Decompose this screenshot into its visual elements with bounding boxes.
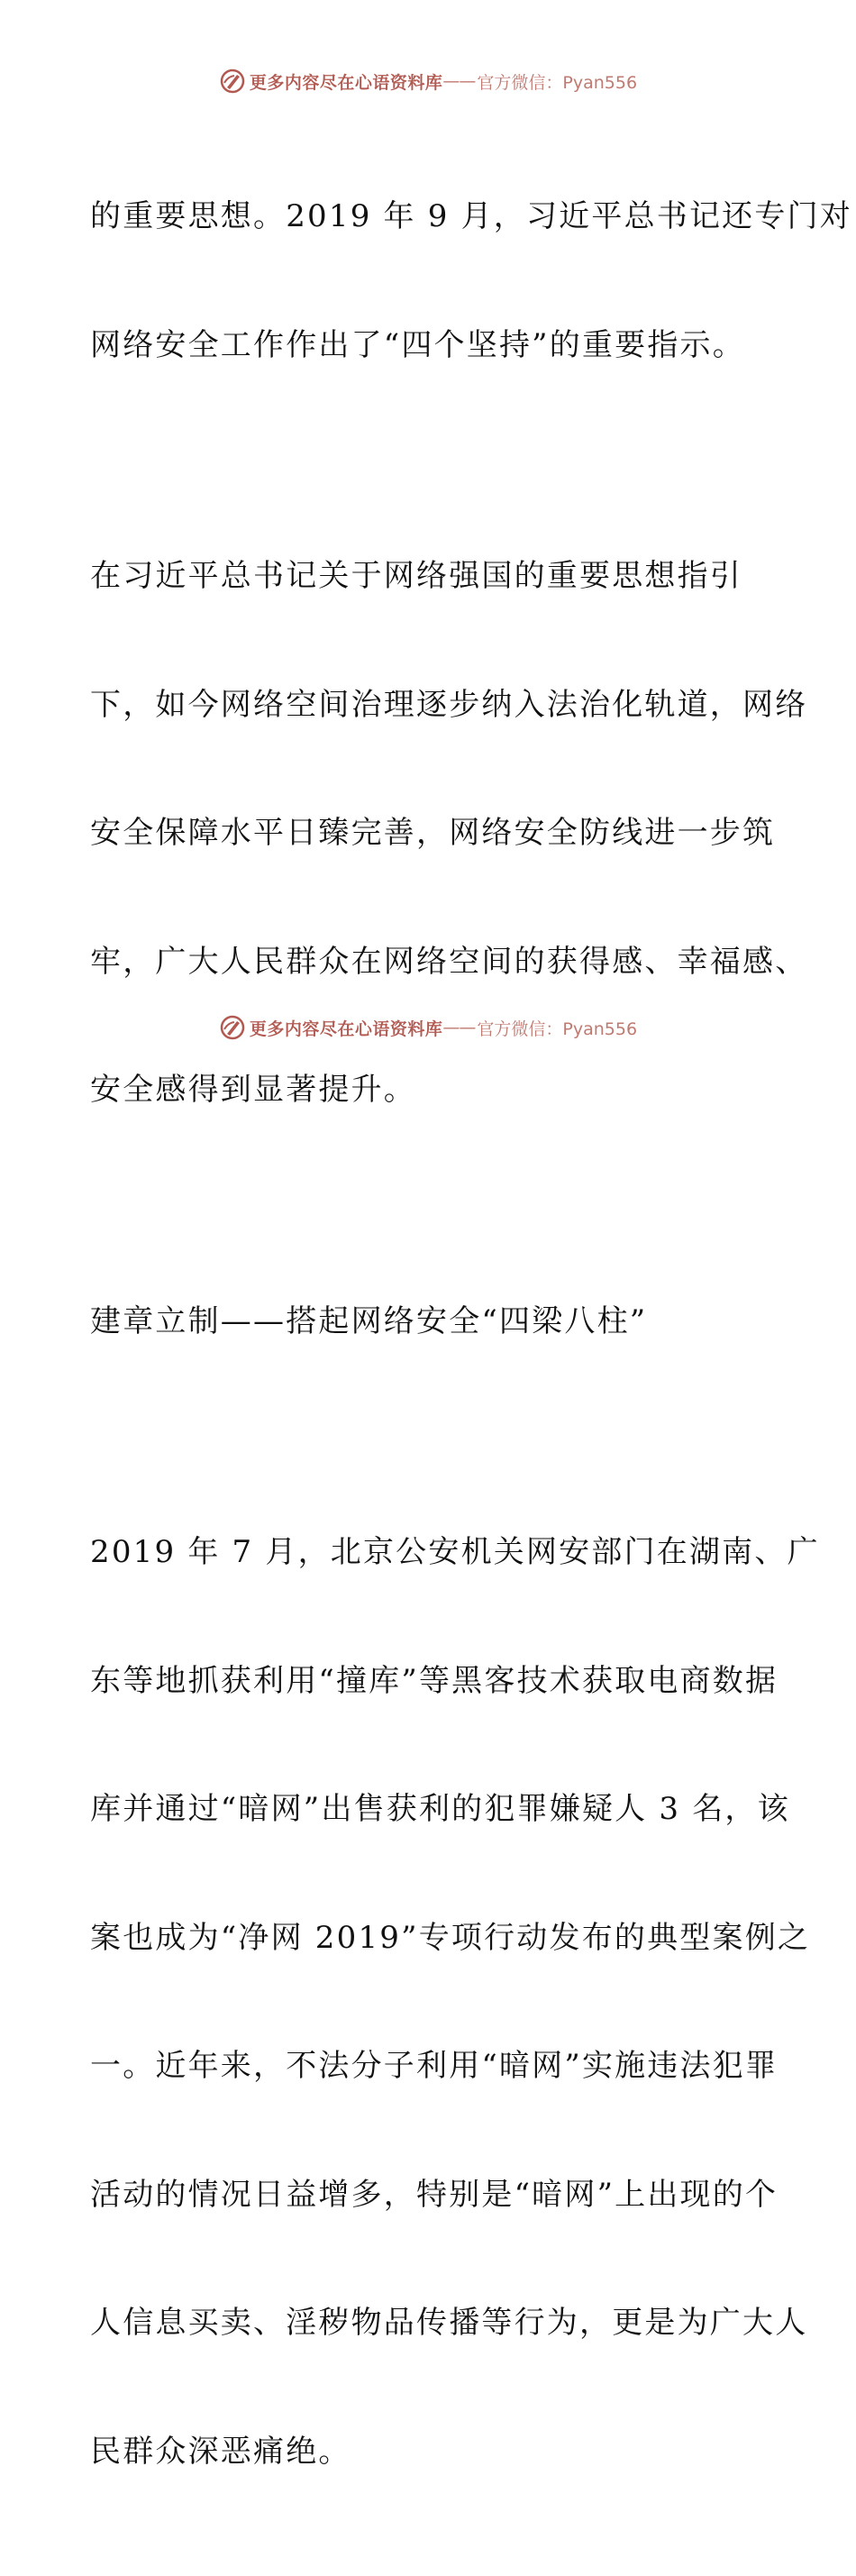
text-line: 库并通过“暗网”出售获利的犯罪嫌疑人 3 名，该 (90, 1791, 790, 1827)
watermark-separator: —— (442, 1018, 476, 1037)
text-line: 一。近年来，不法分子利用“暗网”实施违法犯罪 (90, 2048, 779, 2084)
text-line: 民群众深恶痛绝。 (90, 2433, 351, 2470)
text-line: 2019 年 7 月，北京公安机关网安部门在湖南、广 (90, 1534, 820, 1570)
watermark-contact: 官方微信：Pyan556 (477, 72, 638, 93)
text-line: 东等地抓获利用“撞库”等黑客技术获取电商数据 (90, 1662, 779, 1699)
text-line: 网络安全工作作出了“四个坚持”的重要指示。 (90, 326, 745, 363)
text-line: 在习近平总书记关于网络强国的重要思想指引 (90, 558, 742, 594)
text-line: 下，如今网络空间治理逐步纳入法治化轨道，网络 (90, 686, 808, 723)
header-watermark (0, 63, 856, 99)
text-line: 安全感得到显著提升。 (90, 1072, 416, 1108)
paragraph-2 (90, 470, 808, 1198)
text-line: 牢，广大人民群众在网络空间的获得感、幸福感、 (90, 943, 808, 980)
quill-circle-logo-icon (219, 1014, 246, 1041)
heading-line: 建章立制——搭起网络安全“四梁八柱” (90, 1302, 648, 1339)
watermark-brand: 更多内容尽在心语资料库 (249, 72, 443, 93)
text-line: 人信息买卖、淫秽物品传播等行为，更是为广大人 (90, 2305, 808, 2341)
text-line: 的重要思想。2019 年 9 月，习近平总书记还专门对 (90, 198, 852, 234)
paragraph-1 (90, 110, 852, 452)
watermark-brand: 更多内容尽在心语资料库 (249, 1019, 443, 1039)
quill-circle-logo-icon (219, 68, 246, 95)
text-line: 活动的情况日益增多，特别是“暗网”上出现的个 (90, 2176, 779, 2213)
section-heading (90, 1215, 775, 1430)
footer-watermark (0, 1009, 856, 1046)
text-line: 案也成为“净网 2019”专项行动发布的典型案例之 (90, 1919, 811, 1956)
text-line: 安全保障水平日臻完善，网络安全防线进一步筑 (90, 815, 776, 851)
document-body (90, 110, 852, 2576)
watermark-contact: 官方微信：Pyan556 (477, 1019, 638, 1039)
paragraph-3 (90, 1446, 820, 2559)
watermark-separator: —— (442, 71, 476, 91)
